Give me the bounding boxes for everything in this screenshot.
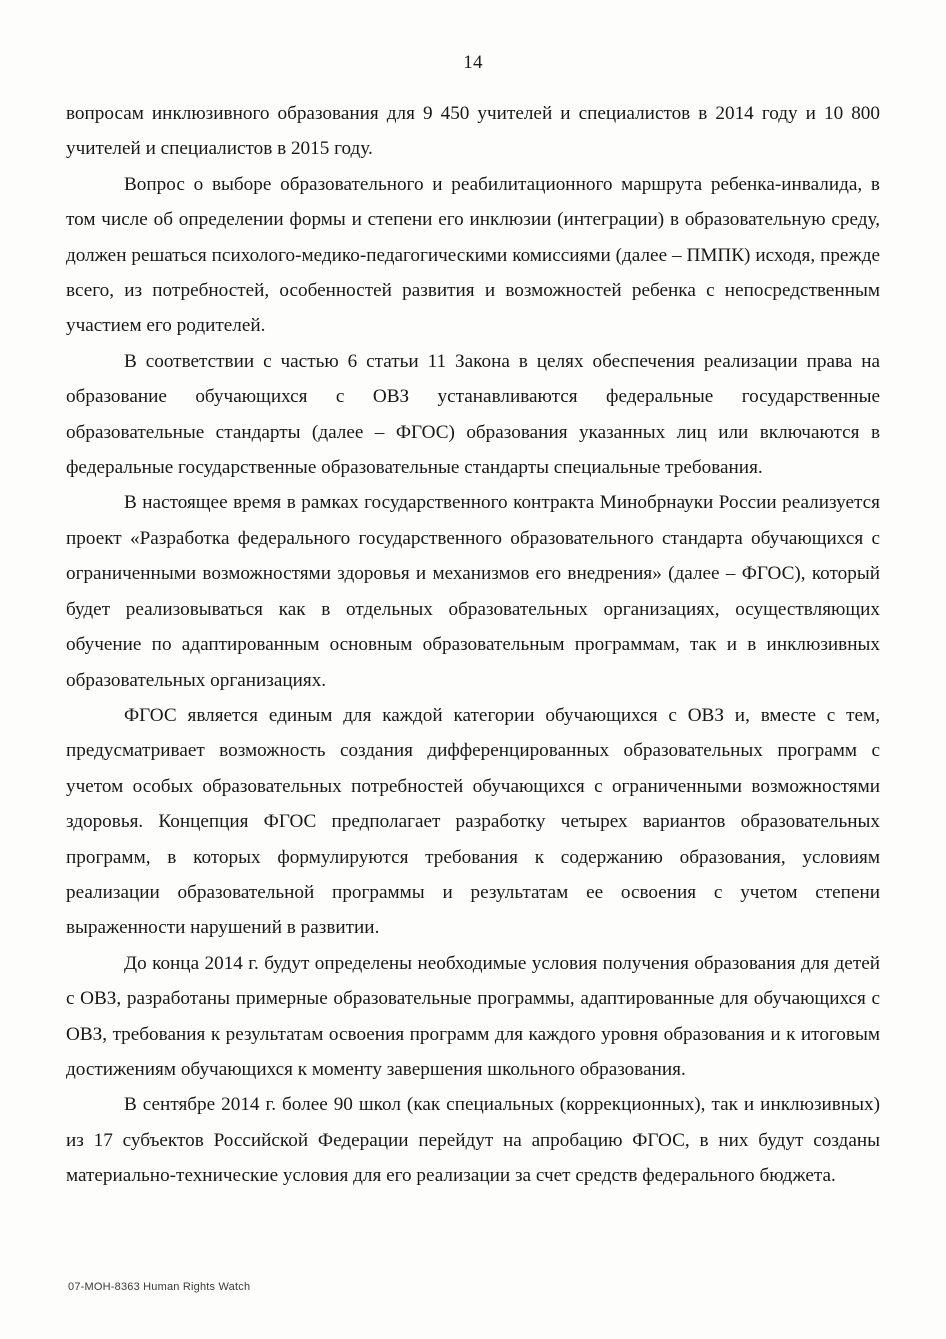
paragraph: ФГОС является единым для каждой категории обучающихся с ОВЗ и, вместе с тем, предусматривает возможность создания дифференцированных образовательных программ с учетом особых образовательных потребностей обучающихся с ограниченными возможностями здоровья. Концепция ФГОС предполагает разработку четырех вариантов образовательных программ, в которых формулируются требования к содержанию образования, условиям реализации образовательной программы и результатам ее освоения с учетом степени выраженности нарушений в развитии. [66, 704, 880, 939]
paragraph: В настоящее время в рамках государственного контракта Минобрнауки России реализуется проект «Разработка федерального государственного образовательного стандарта обучающихся с ограниченными возможностями здоровья и механизмов его внедрения» (далее – ФГОС), который будет реализовываться как в отдельных образовательных организациях, осуществляющих обучение по адаптированным основным образовательным программам, так и в инклюзивных образовательных организациях. [66, 492, 880, 691]
paragraph: До конца 2014 г. будут определены необходимые условия получения образования для детей с ОВЗ, разработаны примерные образовательные программы, адаптированные для обучающихся с ОВЗ, требования к результатам освоения программ для каждого уровня образования и к итоговым достижениям обучающихся к моменту завершения школьного образования. [66, 952, 880, 1080]
paragraph: вопросам инклюзивного образования для 9 450 учителей и специалистов в 2014 году и 10 800 учителей и специалистов в 2015 году. [66, 103, 880, 160]
paragraph: В сентябре 2014 г. более 90 школ (как специальных (коррекционных), так и инклюзивных) из 17 субъектов Российской Федерации перейдут на апробацию ФГОС, в них будут созданы материально-технические условия для его реализации за счет средств федерального бюджета. [66, 1094, 880, 1187]
document-body [66, 96, 880, 1194]
page-number: 14 [463, 52, 483, 73]
paragraph: Вопрос о выборе образовательного и реабилитационного маршрута ребенка-инвалида, в том числе об определении формы и степени его инклюзии (интеграции) в образовательную среду, должен решаться психолого-медико-педагогическими комиссиями (далее – ПМПК) исходя, прежде всего, из потребностей, особенностей развития и возможностей ребенка с непосредственным участием его родителей. [66, 173, 880, 337]
paragraph: В соответствии с частью 6 статьи 11 Закона в целях обеспечения реализации права на образование обучающихся с ОВЗ устанавливаются федеральные государственные образовательные стандарты (далее – ФГОС) образования указанных лиц или включаются в федеральные государственные образовательные стандарты специальные требования. [66, 350, 880, 479]
footer-stamp: 07-MOH-8363 Human Rights Watch [68, 1281, 251, 1293]
